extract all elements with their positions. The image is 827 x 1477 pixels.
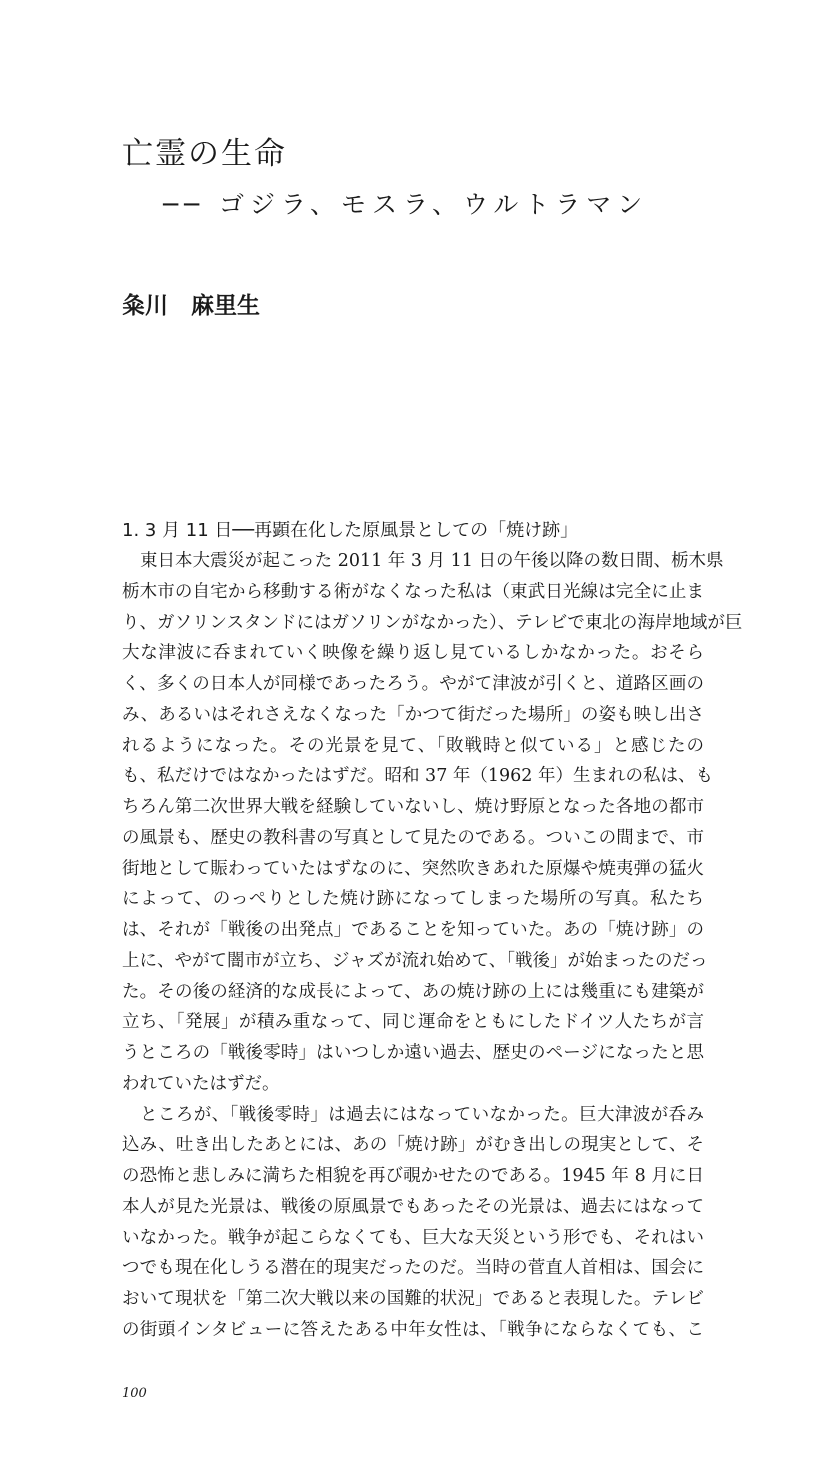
- text-line: 大な津波に呑まれていく映像を繰り返し見ているしかなかった。おそら: [122, 643, 704, 664]
- text-line: の風景も、歴史の教科書の写真として見たのである。ついこの間まで、市: [122, 827, 704, 848]
- text-line: の街頭インタビューに答えたある中年女性は、「戦争にならなくても、こ: [122, 1319, 704, 1340]
- text-line: 街地として賑わっていたはずなのに、突然吹きあれた原爆や焼夷弾の猛火: [122, 858, 704, 879]
- text-line: み、あるいはそれさえなくなった「かつて街だった場所」の姿も映し出さ: [122, 704, 704, 725]
- text-line: た。その後の経済的な成長によって、あの焼け跡の上には幾重にも建築が: [122, 981, 704, 1002]
- text-line: 本人が見た光景は、戦後の原風景でもあったその光景は、過去にはなって: [122, 1196, 704, 1217]
- text-line: つでも現在化しうる潜在的現実だったのだ。当時の菅直人首相は、国会に: [122, 1258, 704, 1279]
- text-line: ちろん第二次世界大戦を経験していないし、焼け野原となった各地の都市: [122, 797, 704, 817]
- text-line: 上に、やがて闇市が立ち、ジャズが流れ始めて、「戦後」が始まったのだっ: [122, 950, 708, 971]
- text-line: ところが、「戦後零時」は過去にはなっていなかった。巨大津波が呑み: [140, 1104, 704, 1125]
- article-subtitle: ── ゴジラ、モスラ、ウルトラマン: [163, 190, 649, 219]
- text-line: いなかった。戦争が起こらなくても、巨大な天災という形でも、それはい: [122, 1227, 704, 1248]
- body-text: [122, 546, 743, 1346]
- text-line: われていたはずだ。: [122, 1073, 280, 1094]
- text-line: り、ガソリンスタンドにはガソリンがなかった）、テレビで東北の海岸地域が巨: [122, 612, 743, 633]
- text-line: 栃木市の自宅から移動する術がなくなった私は（東武日光線は完全に止ま: [122, 581, 704, 602]
- text-line: 込み、吐き出したあとには、あの「焼け跡」がむき出しの現実として、そ: [122, 1135, 704, 1156]
- text-line: の恐怖と悲しみに満ちた相貌を再び覗かせたのである。1945 年 8 月に日: [122, 1166, 704, 1186]
- text-line: も、私だけではなかったはずだ。昭和 37 年（1962 年）生まれの私は、も: [122, 766, 713, 787]
- text-line: おいて現状を「第二次大戦以来の国難的状況」であると表現した。テレビ: [122, 1289, 704, 1309]
- page-number: 100: [122, 1386, 147, 1401]
- text-line: によって、のっぺりとした焼け跡になってしまった場所の写真。私たち: [122, 889, 704, 910]
- text-line: れるようになった。その光景を見て、「敗戦時と似ている」と感じたの: [122, 735, 704, 756]
- text-line: うところの「戦後零時」はいつしか遠い過去、歴史のページになったと思: [122, 1043, 704, 1063]
- text-line: 立ち、「発展」が積み重なって、同じ運命をともにしたドイツ人たちが言: [122, 1012, 704, 1033]
- article-title: 亡霊の生命: [122, 136, 287, 172]
- author-name: 粂川 麻里生: [122, 293, 260, 319]
- text-line: く、多くの日本人が同様であったろう。やがて津波が引くと、道路区画の: [122, 674, 704, 694]
- text-line: は、それが「戦後の出発点」であることを知っていた。あの「焼け跡」の: [122, 920, 704, 940]
- section-heading: 1. 3 月 11 日──再顕在化した原風景としての「焼け跡」: [122, 520, 579, 541]
- text-line: 東日本大震災が起こった 2011 年 3 月 11 日の午後以降の数日間、栃木県: [140, 551, 724, 571]
